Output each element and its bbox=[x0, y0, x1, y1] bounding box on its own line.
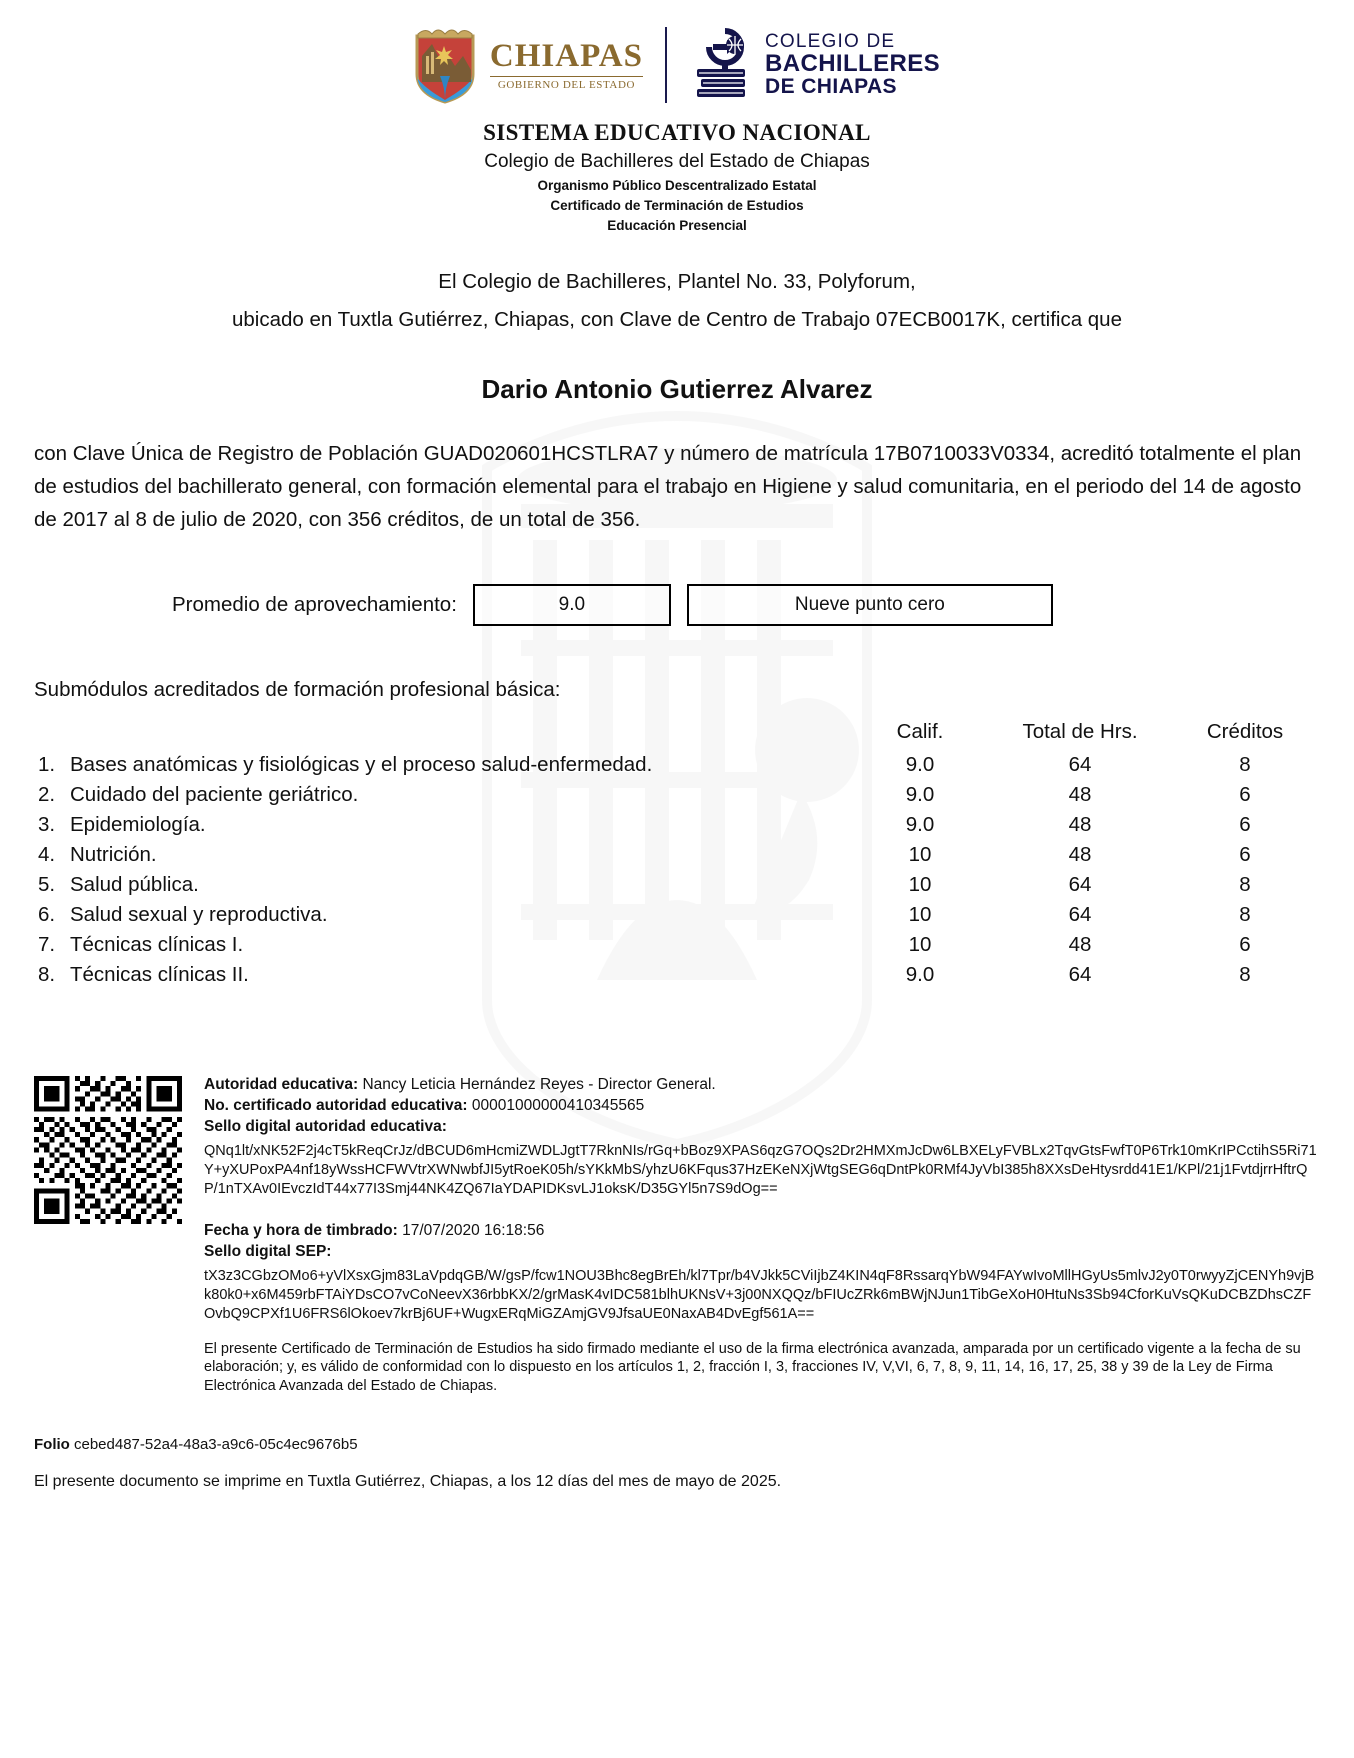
chiapas-subtitle: GOBIERNO DEL ESTADO bbox=[497, 78, 636, 91]
submodule-name: Técnicas clínicas II. bbox=[70, 963, 249, 987]
grade-average-row bbox=[34, 584, 1320, 626]
submodule-hours: 48 bbox=[1068, 783, 1092, 807]
timestamp-row bbox=[204, 1222, 1320, 1240]
submodule-name: Salud sexual y reproductiva. bbox=[70, 903, 328, 927]
grade-average-words: Nueve punto cero bbox=[687, 584, 1053, 626]
col-number-header bbox=[34, 718, 70, 750]
submodule-hours: 64 bbox=[1068, 873, 1092, 897]
submodule-calif: 9.0 bbox=[905, 753, 935, 777]
col-calif-header: Calif. bbox=[896, 720, 944, 744]
intro-line-2: ubicado en Tuxtla Gutiérrez, Chiapas, con Clave de Centro de Trabajo 07ECB0017K, certifica que bbox=[232, 307, 1122, 331]
submodule-calif: 9.0 bbox=[905, 963, 935, 987]
submodule-row bbox=[34, 840, 1320, 870]
signature-details bbox=[204, 1076, 1320, 1395]
submodule-calif: 9.0 bbox=[905, 783, 935, 807]
modality-line: Educación Presencial bbox=[607, 218, 747, 233]
cobach-line-3: DE CHIAPAS bbox=[765, 75, 897, 99]
student-name: Dario Antonio Gutierrez Alvarez bbox=[481, 373, 873, 404]
qr-code-icon bbox=[34, 1076, 182, 1224]
submodule-calif: 9.0 bbox=[905, 813, 935, 837]
globe-and-books-icon bbox=[689, 28, 753, 102]
submodules-title: Submódulos acreditados de formación profesional básica: bbox=[34, 678, 561, 702]
submodule-name: Nutrición. bbox=[70, 843, 157, 867]
seal-authority-value: QNq1lt/xNK52F2j4cT5kReqCrJz/dBCUD6mHcmiZWDLJgtT7RknNIs/rGq+bBoz9XPAS6qzG7OQs2Dr2HMXmJcDw6LBXELyFVBLx2TqvGtsFwfT0P6Trk10mKrIPCctihS5Ri71Y+yXUPoxPA4nf18yWssHCFWVtrXWNwbfJI5ytRoeK05h/sYKkMbS/yhzU6KFqus37HzEKeNXjWtgSEG6qDntPk0RMf4JyVbI385h8XXsDeHtysrdd41E1/KPl/21j1FvtdjrrHftrQP/1nTXAv0IEvczIdT44x77I3Smj44NK4ZQ67IaYDAPIDKsvLJ1oksK/D35GYl5n7S9dOg== bbox=[204, 1143, 1317, 1198]
folio-label: Folio bbox=[34, 1435, 70, 1453]
col-credits-header: Créditos bbox=[1206, 720, 1284, 744]
grade-average-label: Promedio de aprovechamiento: bbox=[172, 593, 457, 617]
chiapas-government-logo bbox=[414, 26, 665, 104]
submodule-hours: 48 bbox=[1068, 933, 1092, 957]
system-title: SISTEMA EDUCATIVO NACIONAL bbox=[483, 120, 871, 145]
submodule-name: Bases anatómicas y fisiológicas y el proceso salud-enfermedad. bbox=[70, 753, 653, 777]
submodule-number: 6. bbox=[38, 903, 56, 927]
chiapas-wordmark bbox=[489, 37, 643, 91]
submodule-credits: 6 bbox=[1239, 813, 1251, 837]
digital-signature-block bbox=[34, 1076, 1320, 1395]
submodule-number: 1. bbox=[38, 753, 56, 777]
cert-number-value: 00001000000410345565 bbox=[471, 1097, 645, 1115]
submodule-row bbox=[34, 750, 1320, 780]
col-hours-header: Total de Hrs. bbox=[1022, 720, 1138, 744]
submodule-calif: 10 bbox=[908, 903, 932, 927]
submodule-row bbox=[34, 960, 1320, 990]
institution-name: Colegio de Bachilleres del Estado de Chiapas bbox=[484, 151, 870, 172]
cert-number-row bbox=[204, 1097, 1320, 1115]
timestamp-label: Fecha y hora de timbrado: bbox=[204, 1221, 398, 1239]
cobach-line-1: COLEGIO DE bbox=[765, 31, 896, 53]
submodule-row bbox=[34, 930, 1320, 960]
submodule-calif: 10 bbox=[908, 843, 932, 867]
submodule-calif: 10 bbox=[908, 933, 932, 957]
document-type-line: Certificado de Terminación de Estudios bbox=[550, 198, 804, 213]
submodule-number: 2. bbox=[38, 783, 56, 807]
submodule-row bbox=[34, 900, 1320, 930]
submodule-row bbox=[34, 870, 1320, 900]
submodule-number: 3. bbox=[38, 813, 56, 837]
submodule-calif: 10 bbox=[908, 873, 932, 897]
authority-row bbox=[204, 1076, 1320, 1094]
folio-row bbox=[34, 1436, 1320, 1453]
submodule-hours: 64 bbox=[1068, 753, 1092, 777]
authority-value: Nancy Leticia Hernández Reyes - Director General. bbox=[362, 1076, 716, 1094]
seal-sep-value: tX3z3CGbzOMo6+yVlXsxGjm83LaVpdqGB/W/gsP/fcw1NOU3Bhc8egBrEh/kl7Tpr/b4VJkk5CViIjbZ4KIN4qF8RssarqYbW94FAYwIvoMllHGyUs5mlvJ2y0T0rwyyZjCENYh9vjBk80k0+x6M459rbFTAiYDsCO7vCoNeevX36rbbKX/2/grMasK4vIDC581blhUKNsV+3j00NXQQz/bFIUcZRk6mBWjNJun1TibGeXoH0HtuNs3Sb94CforKuVsQKuDCBZDhsCZFOvbQ9CPXf1U6FRS6lOkoev7krBj6UF+WugxERqMiGZAmjGV9JfsaUE0NaxAB4DvEgf561A== bbox=[204, 1267, 1315, 1322]
cobach-logo bbox=[667, 28, 940, 102]
chiapas-divider-rule bbox=[490, 76, 643, 77]
submodule-name: Cuidado del paciente geriátrico. bbox=[70, 783, 359, 807]
submodule-credits: 8 bbox=[1239, 873, 1251, 897]
cobach-wordmark bbox=[765, 32, 940, 97]
submodule-name: Salud pública. bbox=[70, 873, 199, 897]
submodule-number: 4. bbox=[38, 843, 56, 867]
submodule-row bbox=[34, 810, 1320, 840]
submodules-table bbox=[34, 718, 1320, 990]
submodule-credits: 6 bbox=[1239, 843, 1251, 867]
submodule-credits: 8 bbox=[1239, 963, 1251, 987]
submodule-credits: 8 bbox=[1239, 903, 1251, 927]
submodule-credits: 6 bbox=[1239, 933, 1251, 957]
submodule-row bbox=[34, 780, 1320, 810]
seal-authority-label: Sello digital autoridad educativa: bbox=[204, 1118, 447, 1136]
submodule-hours: 48 bbox=[1068, 813, 1092, 837]
spacer bbox=[204, 1200, 1320, 1222]
submodule-credits: 6 bbox=[1239, 783, 1251, 807]
authority-label: Autoridad educativa: bbox=[204, 1076, 359, 1094]
grade-average-value: 9.0 bbox=[473, 584, 671, 626]
cobach-line-2: BACHILLERES bbox=[765, 49, 941, 77]
timestamp-value: 17/07/2020 16:18:56 bbox=[402, 1221, 545, 1239]
certificate-body-paragraph: con Clave Única de Registro de Población GUAD020601HCSTLRA7 y número de matrícula 17B0710033V0334, acreditó totalmente el plan de estudios del bachillerato general, con formación elemental para el trabajo en Higiene y salud comunitaria, en el periodo del 14 de agosto de 2017 al 8 de julio de 2020, con 356 créditos, de un total de 356. bbox=[34, 441, 1302, 531]
intro-line-1: El Colegio de Bachilleres, Plantel No. 33, Polyforum, bbox=[438, 270, 916, 293]
submodule-name: Técnicas clínicas I. bbox=[70, 933, 244, 957]
col-name-header bbox=[70, 718, 850, 750]
legal-disclaimer: El presente Certificado de Terminación de Estudios ha sido firmado mediante el uso de la firma electrónica avanzada, amparada por un certificado vigente a la fecha de su elaboración; y, es válido de conformidad con lo dispuesto en los artículos 1, 2, fracción I, 3, fracciones IV, V,VI, 6, 7, 8, 9, 11, 14, 16, 17, 25, 38 y 39 de la Ley de Firma Electrónica Avanzada del Estado de Chiapas. bbox=[204, 1340, 1301, 1394]
organism-line: Organismo Público Descentralizado Estatal bbox=[537, 178, 817, 193]
folio-value: cebed487-52a4-48a3-a9c6-05c4ec9676b5 bbox=[74, 1435, 358, 1453]
submodule-hours: 64 bbox=[1068, 963, 1092, 987]
print-statement: El presente documento se imprime en Tuxtla Gutiérrez, Chiapas, a los 12 días del mes de mayo de 2025. bbox=[34, 1472, 782, 1490]
submodule-hours: 48 bbox=[1068, 843, 1092, 867]
submodule-number: 7. bbox=[38, 933, 56, 957]
submodule-hours: 64 bbox=[1068, 903, 1092, 927]
submodule-number: 5. bbox=[38, 873, 56, 897]
submodule-credits: 8 bbox=[1239, 753, 1251, 777]
chiapas-title: CHIAPAS bbox=[489, 37, 643, 74]
submodules-header-row bbox=[34, 718, 1320, 750]
cert-number-label: No. certificado autoridad educativa: bbox=[204, 1097, 468, 1115]
chiapas-coat-of-arms-icon bbox=[414, 26, 476, 104]
submodule-name: Epidemiología. bbox=[70, 813, 206, 837]
submodule-number: 8. bbox=[38, 963, 56, 987]
logo-header bbox=[34, 0, 1320, 104]
seal-sep-label: Sello digital SEP: bbox=[204, 1242, 332, 1260]
